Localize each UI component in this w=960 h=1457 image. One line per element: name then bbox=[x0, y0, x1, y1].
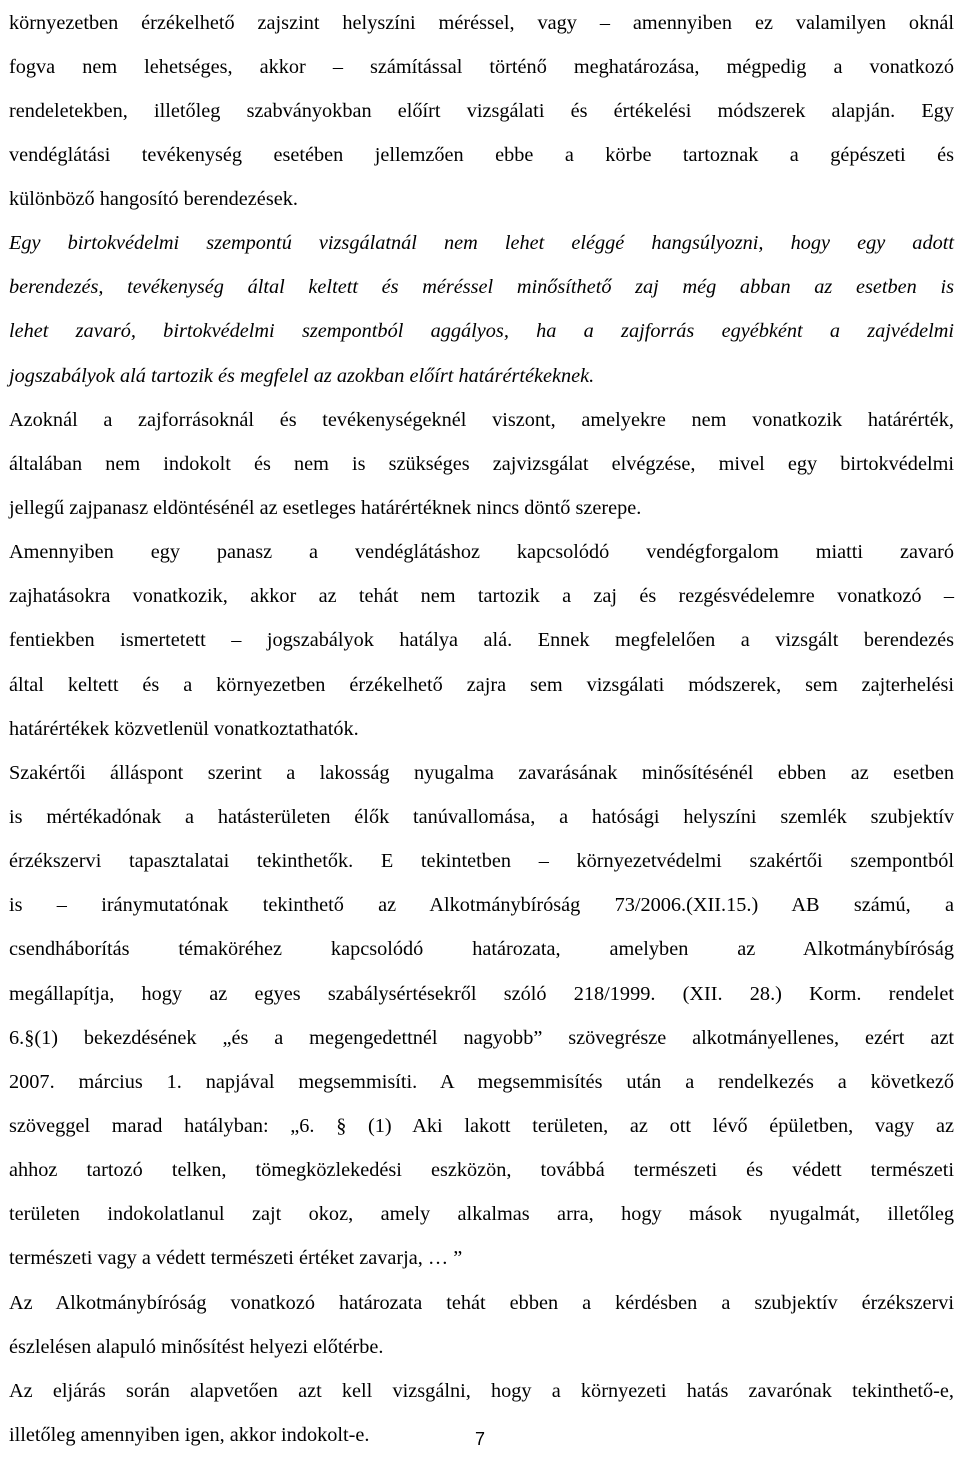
text-line: jogszabályok alá tartozik és megfelel az azokban előírt határértékeknek. bbox=[9, 354, 954, 398]
text-line: természeti vagy a védett természeti értéket zavarja, … ” bbox=[9, 1236, 954, 1280]
document-page bbox=[9, 0, 954, 1457]
text-line: által keltett és a környezetben érzékelhető zajra sem vizsgálati módszerek, sem zajterhelési bbox=[9, 663, 954, 707]
text-line: lehet zavaró, birtokvédelmi szempontból aggályos, ha a zajforrás egyébként a zajvédelmi bbox=[9, 309, 954, 353]
paragraph bbox=[9, 398, 954, 530]
text-line: megállapítja, hogy az egyes szabálysértésekről szóló 218/1999. (XII. 28.) Korm. rendelet bbox=[9, 972, 954, 1016]
text-line: rendeletekben, illetőleg szabványokban előírt vizsgálati és értékelési módszerek alapján. Egy bbox=[9, 89, 954, 133]
paragraph bbox=[9, 1, 954, 222]
text-line: környezetben érzékelhető zajszint helyszíni méréssel, vagy – amennyiben ez valamilyen oknál bbox=[9, 1, 954, 45]
text-line: általában nem indokolt és nem is szükséges zajvizsgálat elvégzése, mivel egy birtokvédelmi bbox=[9, 442, 954, 486]
text-line: határértékek közvetlenül vonatkoztathatók. bbox=[9, 707, 954, 751]
text-line: Az Alkotmánybíróság vonatkozó határozata tehát ebben a kérdésben a szubjektív érzékszervi bbox=[9, 1281, 954, 1325]
text-line: Egy birtokvédelmi szempontú vizsgálatnál nem lehet eléggé hangsúlyozni, hogy egy adott bbox=[9, 221, 954, 265]
text-line: Az eljárás során alapvetően azt kell vizsgálni, hogy a környezeti hatás zavarónak tekinthető-e, bbox=[9, 1369, 954, 1413]
text-line: Amennyiben egy panasz a vendéglátáshoz kapcsolódó vendégforgalom miatti zavaró bbox=[9, 530, 954, 574]
paragraph bbox=[9, 751, 954, 1281]
text-line: illetőleg amennyiben igen, akkor indokolt-e. bbox=[9, 1413, 954, 1457]
page-number: 7 bbox=[0, 1428, 960, 1450]
text-line: ahhoz tartozó telken, tömegközlekedési eszközön, továbbá természeti és védett természeti bbox=[9, 1148, 954, 1192]
text-line: Azoknál a zajforrásoknál és tevékenységeknél viszont, amelyekre nem vonatkozik határérték, bbox=[9, 398, 954, 442]
paragraph bbox=[9, 1281, 954, 1369]
text-line: érzékszervi tapasztalatai tekinthetők. E tekintetben – környezetvédelmi szakértői szempontból bbox=[9, 839, 954, 883]
text-line: is – iránymutatónak tekinthető az Alkotmánybíróság 73/2006.(XII.15.) AB számú, a bbox=[9, 883, 954, 927]
text-line: észlelésen alapuló minősítést helyezi előtérbe. bbox=[9, 1325, 954, 1369]
text-line: jellegű zajpanasz eldöntésénél az esetleges határértéknek nincs döntő szerepe. bbox=[9, 486, 954, 530]
text-line: szöveggel marad hatályban: „6. § (1) Aki lakott területen, az ott lévő épületben, vagy az bbox=[9, 1104, 954, 1148]
text-line: Szakértői álláspont szerint a lakosság nyugalma zavarásának minősítésénél ebben az esetben bbox=[9, 751, 954, 795]
text-line: területen indokolatlanul zajt okoz, amely alkalmas arra, hogy mások nyugalmát, illetőleg bbox=[9, 1192, 954, 1236]
text-line: vendéglátási tevékenység esetében jellemzően ebbe a körbe tartoznak a gépészeti és bbox=[9, 133, 954, 177]
paragraph bbox=[9, 530, 954, 751]
text-line: fentiekben ismertetett – jogszabályok hatálya alá. Ennek megfelelően a vizsgált berendezés bbox=[9, 618, 954, 662]
text-line: csendháborítás témaköréhez kapcsolódó határozata, amelyben az Alkotmánybíróság bbox=[9, 927, 954, 971]
text-line: 2007. március 1. napjával megsemmisíti. A megsemmisítés után a rendelkezés a következő bbox=[9, 1060, 954, 1104]
text-line: különböző hangosító berendezések. bbox=[9, 177, 954, 221]
document-body bbox=[9, 1, 954, 1457]
paragraph bbox=[9, 221, 954, 398]
text-line: fogva nem lehetséges, akkor – számítással történő meghatározása, mégpedig a vonatkozó bbox=[9, 45, 954, 89]
text-line: berendezés, tevékenység által keltett és méréssel minősíthető zaj még abban az esetben is bbox=[9, 265, 954, 309]
text-line: 6.§(1) bekezdésének „és a megengedettnél nagyobb” szövegrésze alkotmányellenes, ezért azt bbox=[9, 1016, 954, 1060]
text-line: zajhatásokra vonatkozik, akkor az tehát nem tartozik a zaj és rezgésvédelemre vonatkozó – bbox=[9, 574, 954, 618]
text-line: is mértékadónak a hatásterületen élők tanúvallomása, a hatósági helyszíni szemlék szubjektív bbox=[9, 795, 954, 839]
